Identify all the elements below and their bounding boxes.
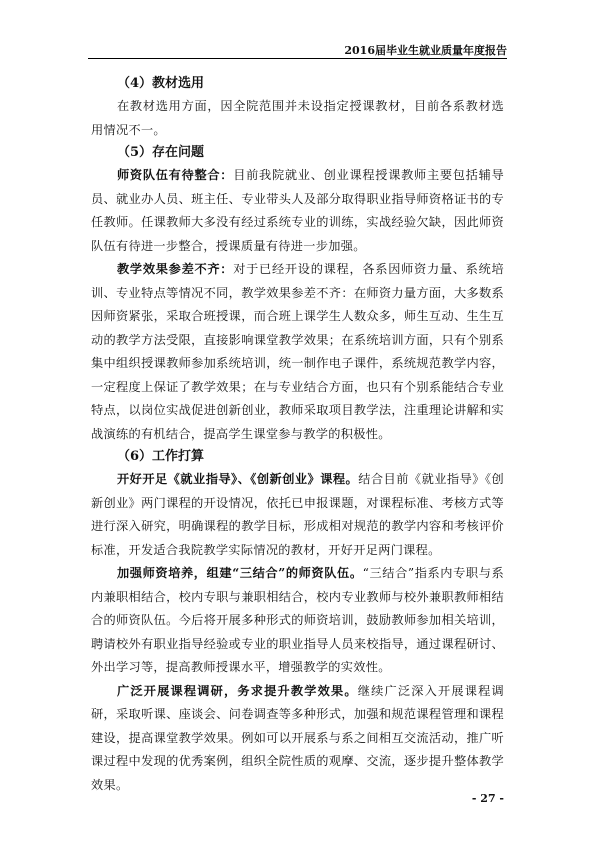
paragraph-teachers bbox=[91, 164, 504, 258]
header-rule bbox=[88, 58, 507, 59]
paragraph-text: 在教材选用方面，因全院范围并未设指定授课教材，目前各系教材选用情况不一。 bbox=[91, 99, 504, 137]
paragraph-lead: 教学效果参差不齐： bbox=[117, 262, 234, 276]
paragraph-teaching-effect bbox=[91, 258, 504, 446]
paragraph-text: 对于已经开设的课程，各系因师资力量、系统培训、专业特点等情况不同，教学效果参差不齐：在师资力量方面，大多数系因师资紧张，采取合班授课，而合班上课学生人数众多，师生互动、生生互动的教学方法受限，直接影响课堂教学效果；在系统培训方面，只有个别系集中组织授课教师参加系统培训，统一制作电子课件，系统规范教学内容，一定程度上保证了教学效果；在与专业结合方面，也只有个别系能结合专业特点，以岗位实战促进创新创业，教师采取项目教学法，注重理论讲解和实战演练的有机结合，提高学生课堂参与教学的积极性。 bbox=[91, 262, 504, 441]
paragraph-teacher-training bbox=[91, 562, 504, 680]
section-heading-textbooks: （4）教材选用 bbox=[117, 76, 205, 91]
paragraph-textbooks bbox=[91, 95, 504, 142]
paragraph-lead: 广泛开展课程调研，务求提升教学效果。 bbox=[117, 683, 358, 698]
paragraph-lead: 开好开足《就业指导》、《创新创业》课程。 bbox=[117, 472, 359, 486]
paragraph-text: “三结合”指系内专职与系内兼职相结合，校内专职与兼职相结合，校内专业教师与校外兼职教师相结合的师资队伍。今后将开展多种形式的师资培训，鼓励教师参加相关培训，聘请校外有职业指导经验或专业的职业指导人员来校指导，通过课程研讨、外出学习等，提高教师授课水平，增强教学的实效性。 bbox=[91, 566, 504, 674]
page-header bbox=[88, 38, 507, 60]
paragraph-text: 结合目前《就业指导》《创新创业》两门课程的开设情况，依托已申报课题，对课程标准、考核方式等进行深入研究，明确课程的教学目标，形成相对规范的教学内容和考核评价标准，开发适合我院教学实际情况的教材，开好开足两门课程。 bbox=[91, 472, 504, 557]
section-heading-problems: （5）存在问题 bbox=[117, 145, 205, 160]
page-number: - 27 - bbox=[471, 792, 504, 805]
report-title: 2016届毕业生就业质量年度报告 bbox=[344, 44, 507, 57]
paragraph-course-research bbox=[91, 680, 504, 798]
paragraph-lead: 师资队伍有待整合： bbox=[117, 168, 234, 182]
paragraph-courses bbox=[91, 468, 504, 562]
section-heading-plans: （6）工作打算 bbox=[117, 449, 205, 464]
paragraph-lead: 加强师资培养，组建“三结合”的师资队伍。 bbox=[117, 566, 363, 580]
paragraph-text: 目前我院就业、创业课程授课教师主要包括辅导员、就业办人员、班主任、专业带头人及部分取得职业指导师资格证书的专任教师。任课教师大多没有经过系统专业的训练，实战经验欠缺，因此师资队伍有待进一步整合，授课质量有待进一步加强。 bbox=[91, 168, 504, 253]
paragraph-text: 继续广泛深入开展课程调研，采取听课、座谈会、问卷调查等多种形式，加强和规范课程管理和课程建设，提高课堂教学效果。例如可以开展系与系之间相互交流活动，推广听课过程中发现的优秀案例，组织全院性质的观摩、交流，逐步提升整体教学效果。 bbox=[91, 683, 504, 792]
body-content bbox=[91, 73, 504, 797]
